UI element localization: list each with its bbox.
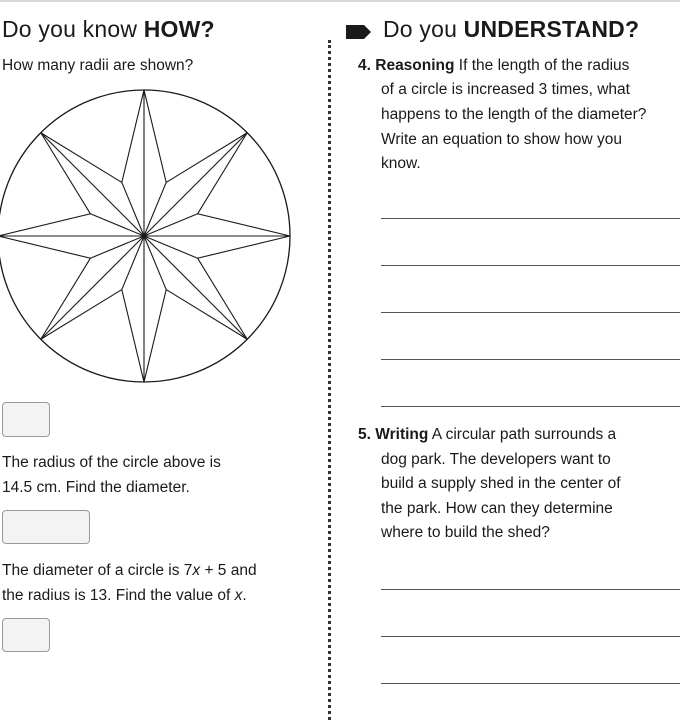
question-reasoning-line5: know. <box>381 155 421 172</box>
answer-box-1[interactable] <box>2 402 50 437</box>
circle-star-figure <box>0 88 300 388</box>
radius-line <box>144 236 247 339</box>
question-reasoning-line1: 4. Reasoning If the length of the radius <box>358 57 630 74</box>
question-writing-line5: where to build the shed? <box>381 524 550 541</box>
answer-line[interactable] <box>381 636 680 637</box>
heading-bullet-icon <box>346 24 371 40</box>
question-reasoning-line3: happens to the length of the diameter? <box>381 106 647 123</box>
question-writing-line3: build a supply shed in the center of <box>381 475 621 492</box>
question-diameter-line2: 14.5 cm. Find the diameter. <box>2 479 190 496</box>
question-radii: How many radii are shown? <box>2 57 194 74</box>
left-heading: Do you know HOW? <box>2 16 215 42</box>
answer-line[interactable] <box>381 359 680 360</box>
answer-line[interactable] <box>381 589 680 590</box>
radius-line <box>41 236 144 339</box>
question-writing-line4: the park. How can they determine <box>381 500 613 517</box>
right-heading: Do you UNDERSTAND? <box>383 16 640 42</box>
radius-line <box>144 133 247 236</box>
question-reasoning-line2: of a circle is increased 3 times, what <box>381 81 630 98</box>
radius-line <box>41 133 144 236</box>
question-writing-line2: dog park. The developers want to <box>381 451 611 468</box>
question-value-x-line2: the radius is 13. Find the value of x. <box>2 587 247 604</box>
question-diameter-line1: The radius of the circle above is <box>2 454 221 471</box>
answer-box-3[interactable] <box>2 618 50 652</box>
column-divider <box>328 40 331 720</box>
top-border <box>0 0 680 2</box>
answer-line[interactable] <box>381 218 680 219</box>
answer-line[interactable] <box>381 312 680 313</box>
question-writing-line1: 5. Writing A circular path surrounds a <box>358 426 617 443</box>
question-value-x-line1: The diameter of a circle is 7x + 5 and <box>2 562 257 579</box>
answer-line[interactable] <box>381 265 680 266</box>
answer-box-2[interactable] <box>2 510 90 544</box>
answer-line[interactable] <box>381 683 680 684</box>
answer-line[interactable] <box>381 406 680 407</box>
question-reasoning-line4: Write an equation to show how you <box>381 131 622 148</box>
